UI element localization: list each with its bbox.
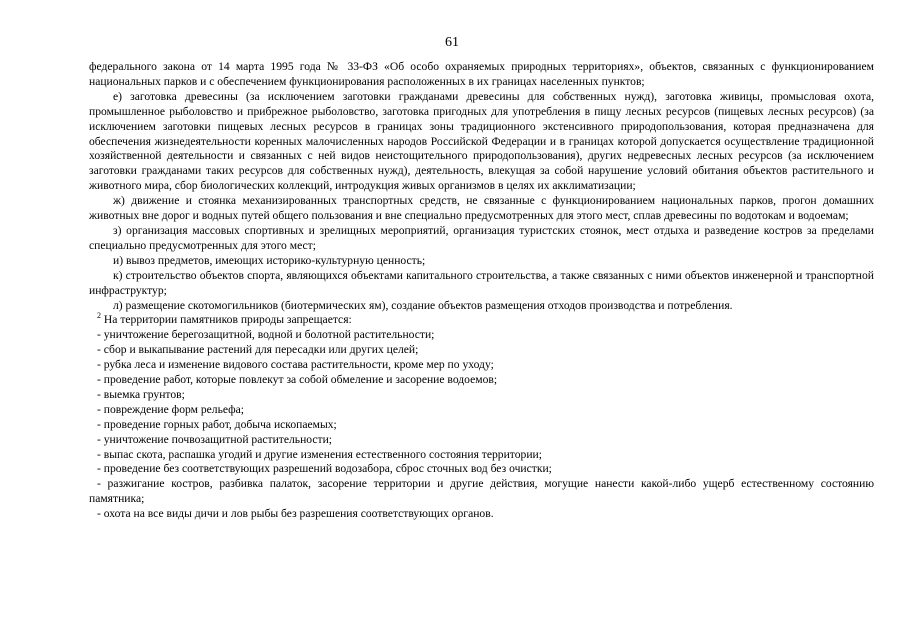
paragraph-item-l: л) размещение скотомогильников (биотермических ям), создание объектов размещения отходов производства и потребления.	[113, 298, 733, 312]
footnote-text: На территории памятников природы запрещается:	[101, 313, 352, 327]
list-item: - сбор и выкапывание растений для пересадки или других целей;	[97, 343, 419, 357]
list-item: - охота на все виды дичи и лов рыбы без разрешения соответствующих органов.	[97, 507, 494, 521]
list-item: - выемка грунтов;	[97, 387, 185, 401]
list-item: - уничтожение берегозащитной, водной и болотной растительности;	[97, 328, 435, 342]
footnote-marker: 2	[97, 311, 101, 321]
paragraph-item-z: з) организация массовых спортивных и зрелищных мероприятий, организация туристских стоянок, мест отдыха и разведение костров за пределами специально предусмотренных для этого мест;	[89, 223, 874, 252]
paragraph-item-i: и) вывоз предметов, имеющих историко-культурную ценность;	[113, 253, 426, 267]
list-item: - выпас скота, распашка угодий и другие изменения естественного состояния территории;	[97, 447, 542, 461]
list-item: - разжигание костров, разбивка палаток, засорение территории и другие действия, могущие нанести какой-либо ущерб естественному состоянию памятника;	[89, 477, 874, 506]
paragraph-item-zh: ж) движение и стоянка механизированных транспортных средств, не связанные с функционированием национальных парков, прогон домашних животных вне дорог и водных путей общего пользования и вне специально предусмотренных для этого мест, сплав древесины по водотокам и водоемам;	[89, 194, 874, 223]
list-item: - проведение работ, которые повлекут за собой обмеление и засорение водоемов;	[97, 373, 498, 387]
paragraph-item-e: е) заготовка древесины (за исключением заготовки гражданами древесины для собственных нужд), заготовка живицы, промысловая охота, промышленное рыболовство и прибрежное рыболовство, заготовка пригодных для употребления в пищу лесных ресурсов (пищевых лесных ресурсов) (за исключением заготовки пищевых лесных ресурсов в границах зоны традиционного экстенсивного природопользования, которая предназначена для обеспечения жизнедеятельности коренных малочисленных народов Российской Федерации и в границах которой допускается осуществление традиционной хозяйственной деятельности и связанных с ней видов неистощительного природопользования), других недревесных лесных ресурсов (за исключением заготовки гражданами таких ресурсов для собственных нужд), деятельность, влекущая за собой нарушение условий обитания объектов растительного и животного мира, сбор биологических коллекций, интродукция живых организмов в целях их акклиматизации;	[89, 89, 874, 193]
list-item: - рубка леса и изменение видового состава растительности, кроме мер по уходу;	[97, 358, 494, 372]
footnote-paragraph	[89, 313, 874, 328]
list-item: - проведение горных работ, добыча ископаемых;	[97, 417, 337, 431]
paragraph-item-k: к) строительство объектов спорта, являющихся объектами капитального строительства, а также связанных с ними объектов инженерной и транспортной инфраструктур;	[89, 268, 874, 297]
document-body	[89, 60, 874, 522]
list-item: - уничтожение почвозащитной растительности;	[97, 432, 332, 446]
page-number: 61	[445, 35, 459, 50]
list-item: - проведение без соответствующих разрешений водозабора, сброс сточных вод без очистки;	[97, 462, 552, 476]
list-item: - повреждение форм рельефа;	[97, 402, 245, 416]
paragraph: федерального закона от 14 марта 1995 года № 33-ФЗ «Об особо охраняемых природных территориях», объектов, связанных с функционированием национальных парков и с обеспечением функционирования расположенных в их границах населенных пунктов;	[89, 60, 874, 88]
